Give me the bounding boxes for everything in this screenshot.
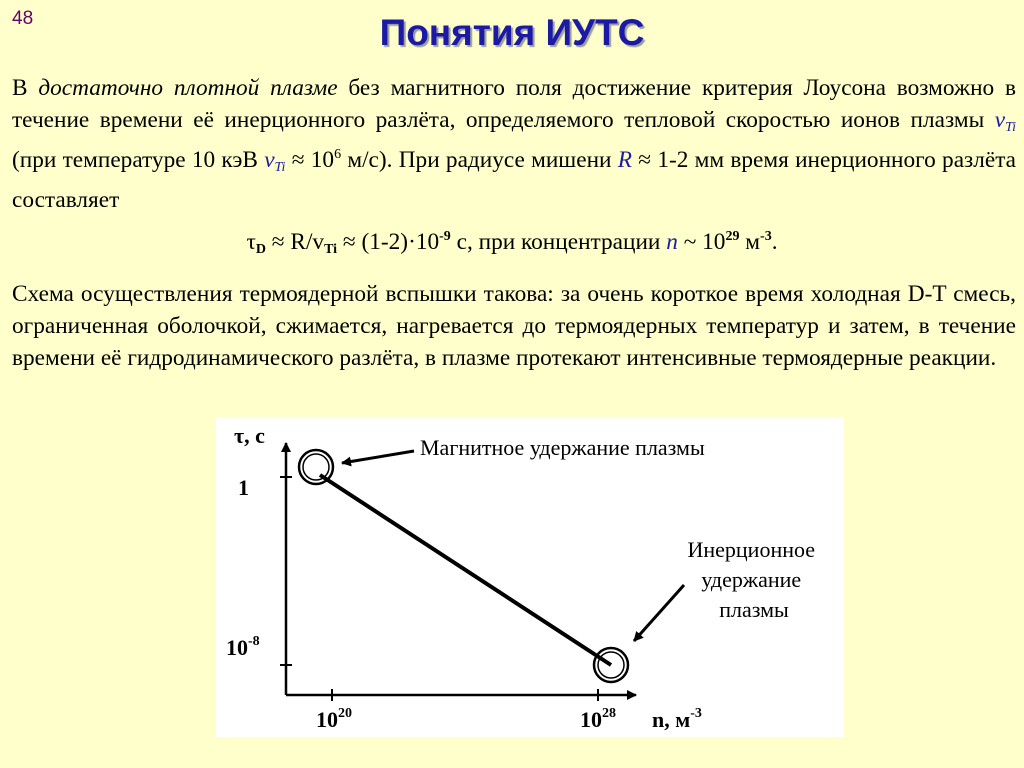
exponent: 29 (725, 229, 740, 244)
radius-symbol: R (617, 147, 633, 173)
text-fragment: без магнитного поля достижение критерия Лоусона возможно в течение времени её инерционного разлёта, определяемого тепловой скоростью ионов плазмы (12, 75, 1016, 133)
scheme-paragraph: Схема осуществления термоядерной вспышки такова: за очень короткое время холодная D-T смесь, ограниченная оболочкой, сжимается, нагревается до термоядерных температур и затем, в течение времени её гидродинамического разлёта, в плазме протекают интенсивные термоядерные реакции. (12, 281, 1016, 371)
magnetic-confinement-label: Магнитное удержание плазмы (420, 435, 705, 460)
text-fragment: В (12, 75, 39, 101)
confinement-line (320, 475, 611, 665)
exponent: -3 (760, 229, 772, 244)
exponent: 6 (334, 147, 342, 162)
confinement-diagram (216, 417, 844, 737)
vti-symbol: $v_{Ti}$ (264, 147, 286, 175)
text-fragment: м/с). При радиусе мишени (341, 147, 618, 173)
formula-part: ~ 10 (677, 229, 726, 255)
x-tick-label: $10^{20}$ (316, 706, 352, 732)
x-axis-label: n, $м^{-3}$ (652, 706, 702, 732)
inertial-label-line: плазмы (719, 597, 789, 622)
y-tick-label: $10^{-8}$ (226, 634, 260, 660)
text-fragment: ≈ 1-2 мм время инерционного разлёта составляет (12, 147, 1017, 213)
text-fragment: ≈ 10 (285, 147, 335, 173)
inertial-label-line: удержание (701, 567, 802, 592)
y-tick-label: 1 (238, 475, 249, 500)
tau-symbol: τ (246, 229, 256, 255)
formula-part: . (771, 229, 778, 255)
exponent: -9 (439, 229, 451, 244)
magnetic-confinement-marker-inner (303, 454, 329, 480)
x-tick-label: $10^{28}$ (580, 706, 616, 732)
page-title: Понятия ИУТС (379, 12, 645, 53)
formula-part: с, при концентрации (450, 229, 667, 255)
formula-part: ≈ (1-2)·10 (337, 229, 440, 255)
subscript: D (255, 242, 266, 257)
intro-paragraph (12, 72, 1016, 216)
n-symbol: n (666, 229, 678, 255)
formula-part: м (739, 229, 761, 255)
page-number: 48 (12, 8, 34, 29)
italic-phrase: достаточно плотной плазме (38, 75, 338, 101)
magnetic-label-arrow (342, 451, 414, 463)
inertial-label-line: Инерционное (687, 537, 816, 562)
magnetic-confinement-marker (299, 450, 333, 484)
subscript: Ti (324, 242, 338, 257)
y-axis-label: τ, с (234, 423, 265, 448)
text-fragment: (при температуре 10 кэВ (12, 147, 265, 173)
inertial-label-arrow (634, 585, 684, 641)
inertial-confinement-label (687, 537, 820, 622)
formula (0, 226, 1024, 266)
vti-symbol: $v_{Ti}$ (994, 107, 1016, 135)
formula-part: ≈ R/v (265, 229, 325, 255)
